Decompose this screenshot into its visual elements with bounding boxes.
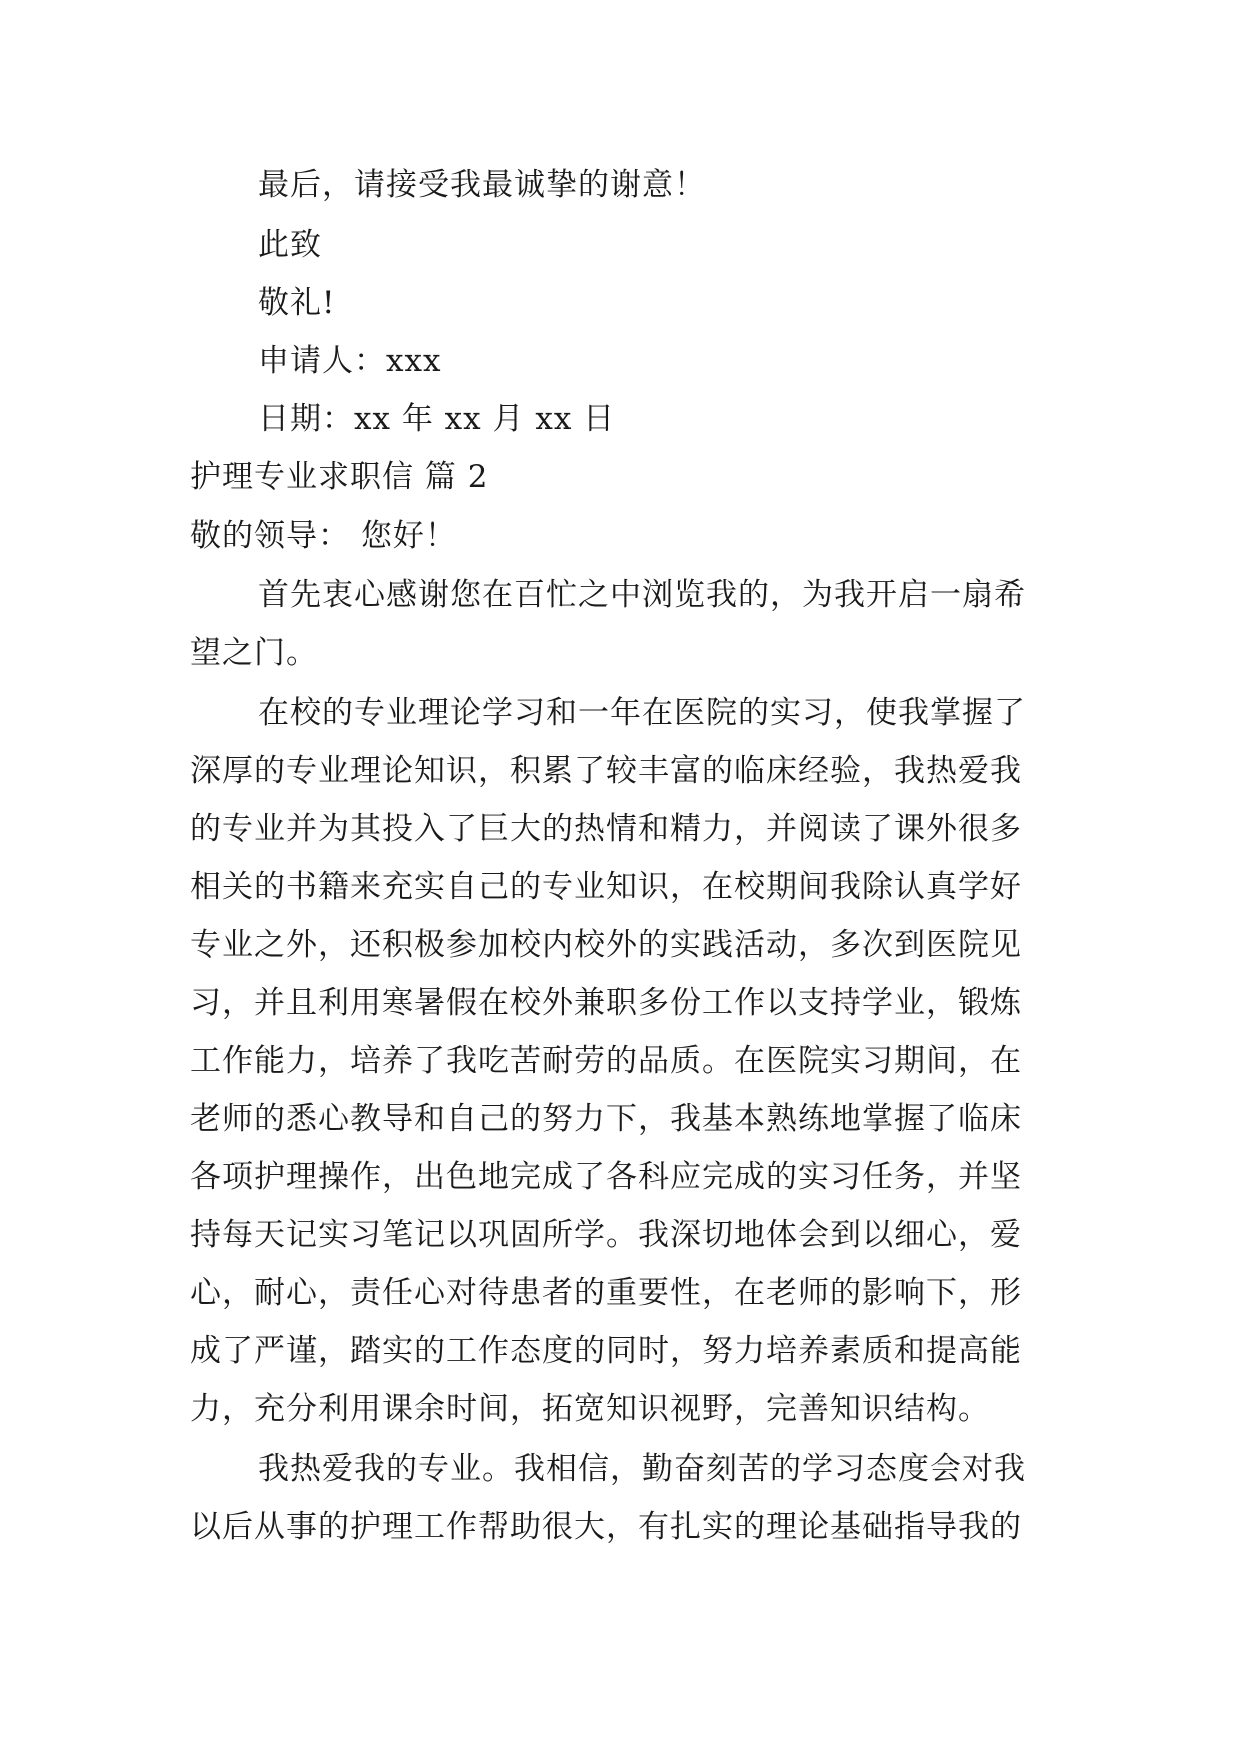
paragraph-line: 首先衷心感谢您在百忙之中浏览我的，为我开启一扇希 [258,577,1026,613]
closing-applicant: 申请人：xxx [258,343,442,379]
paragraph-line: 各项护理操作，出色地完成了各科应完成的实习任务，并坚 [190,1159,1022,1195]
paragraph-line: 工作能力，培养了我吃苦耐劳的品质。在医院实习期间，在 [190,1043,1022,1079]
paragraph-line: 成了严谨，踏实的工作态度的同时，努力培养素质和提高能 [190,1333,1022,1369]
paragraph-line: 相关的书籍来充实自己的专业知识，在校期间我除认真学好 [190,869,1022,905]
paragraph-line: 的专业并为其投入了巨大的热情和精力，并阅读了课外很多 [190,811,1022,847]
paragraph-line: 以后从事的护理工作帮助很大，有扎实的理论基础指导我的 [190,1509,1022,1545]
greeting: 敬的领导： 您好！ [190,518,457,554]
closing-salute: 此致 [258,227,322,263]
paragraph-line: 深厚的专业理论知识，积累了较丰富的临床经验，我热爱我 [190,753,1022,789]
section-title: 护理专业求职信 篇 2 [190,459,489,495]
closing-date: 日期：xx 年 xx 月 xx 日 [258,401,616,437]
paragraph-line: 持每天记实习笔记以巩固所学。我深切地体会到以细心，爱 [190,1217,1022,1253]
paragraph-line: 老师的悉心教导和自己的努力下，我基本熟练地掌握了临床 [190,1101,1022,1137]
closing-thanks: 最后，请接受我最诚挚的谢意！ [258,167,706,203]
paragraph-line: 我热爱我的专业。我相信，勤奋刻苦的学习态度会对我 [258,1451,1026,1487]
paragraph-line: 望之门。 [190,635,318,671]
paragraph-line: 力，充分利用课余时间，拓宽知识视野，完善知识结构。 [190,1391,990,1427]
paragraph-line: 心，耐心，责任心对待患者的重要性，在老师的影响下，形 [190,1275,1022,1311]
closing-salute-regards: 敬礼! [258,285,336,321]
paragraph-line: 专业之外，还积极参加校内校外的实践活动，多次到医院见 [190,927,1022,963]
paragraph-line: 习，并且利用寒暑假在校外兼职多份工作以支持学业，锻炼 [190,985,1022,1021]
paragraph-line: 在校的专业理论学习和一年在医院的实习，使我掌握了 [258,695,1026,731]
